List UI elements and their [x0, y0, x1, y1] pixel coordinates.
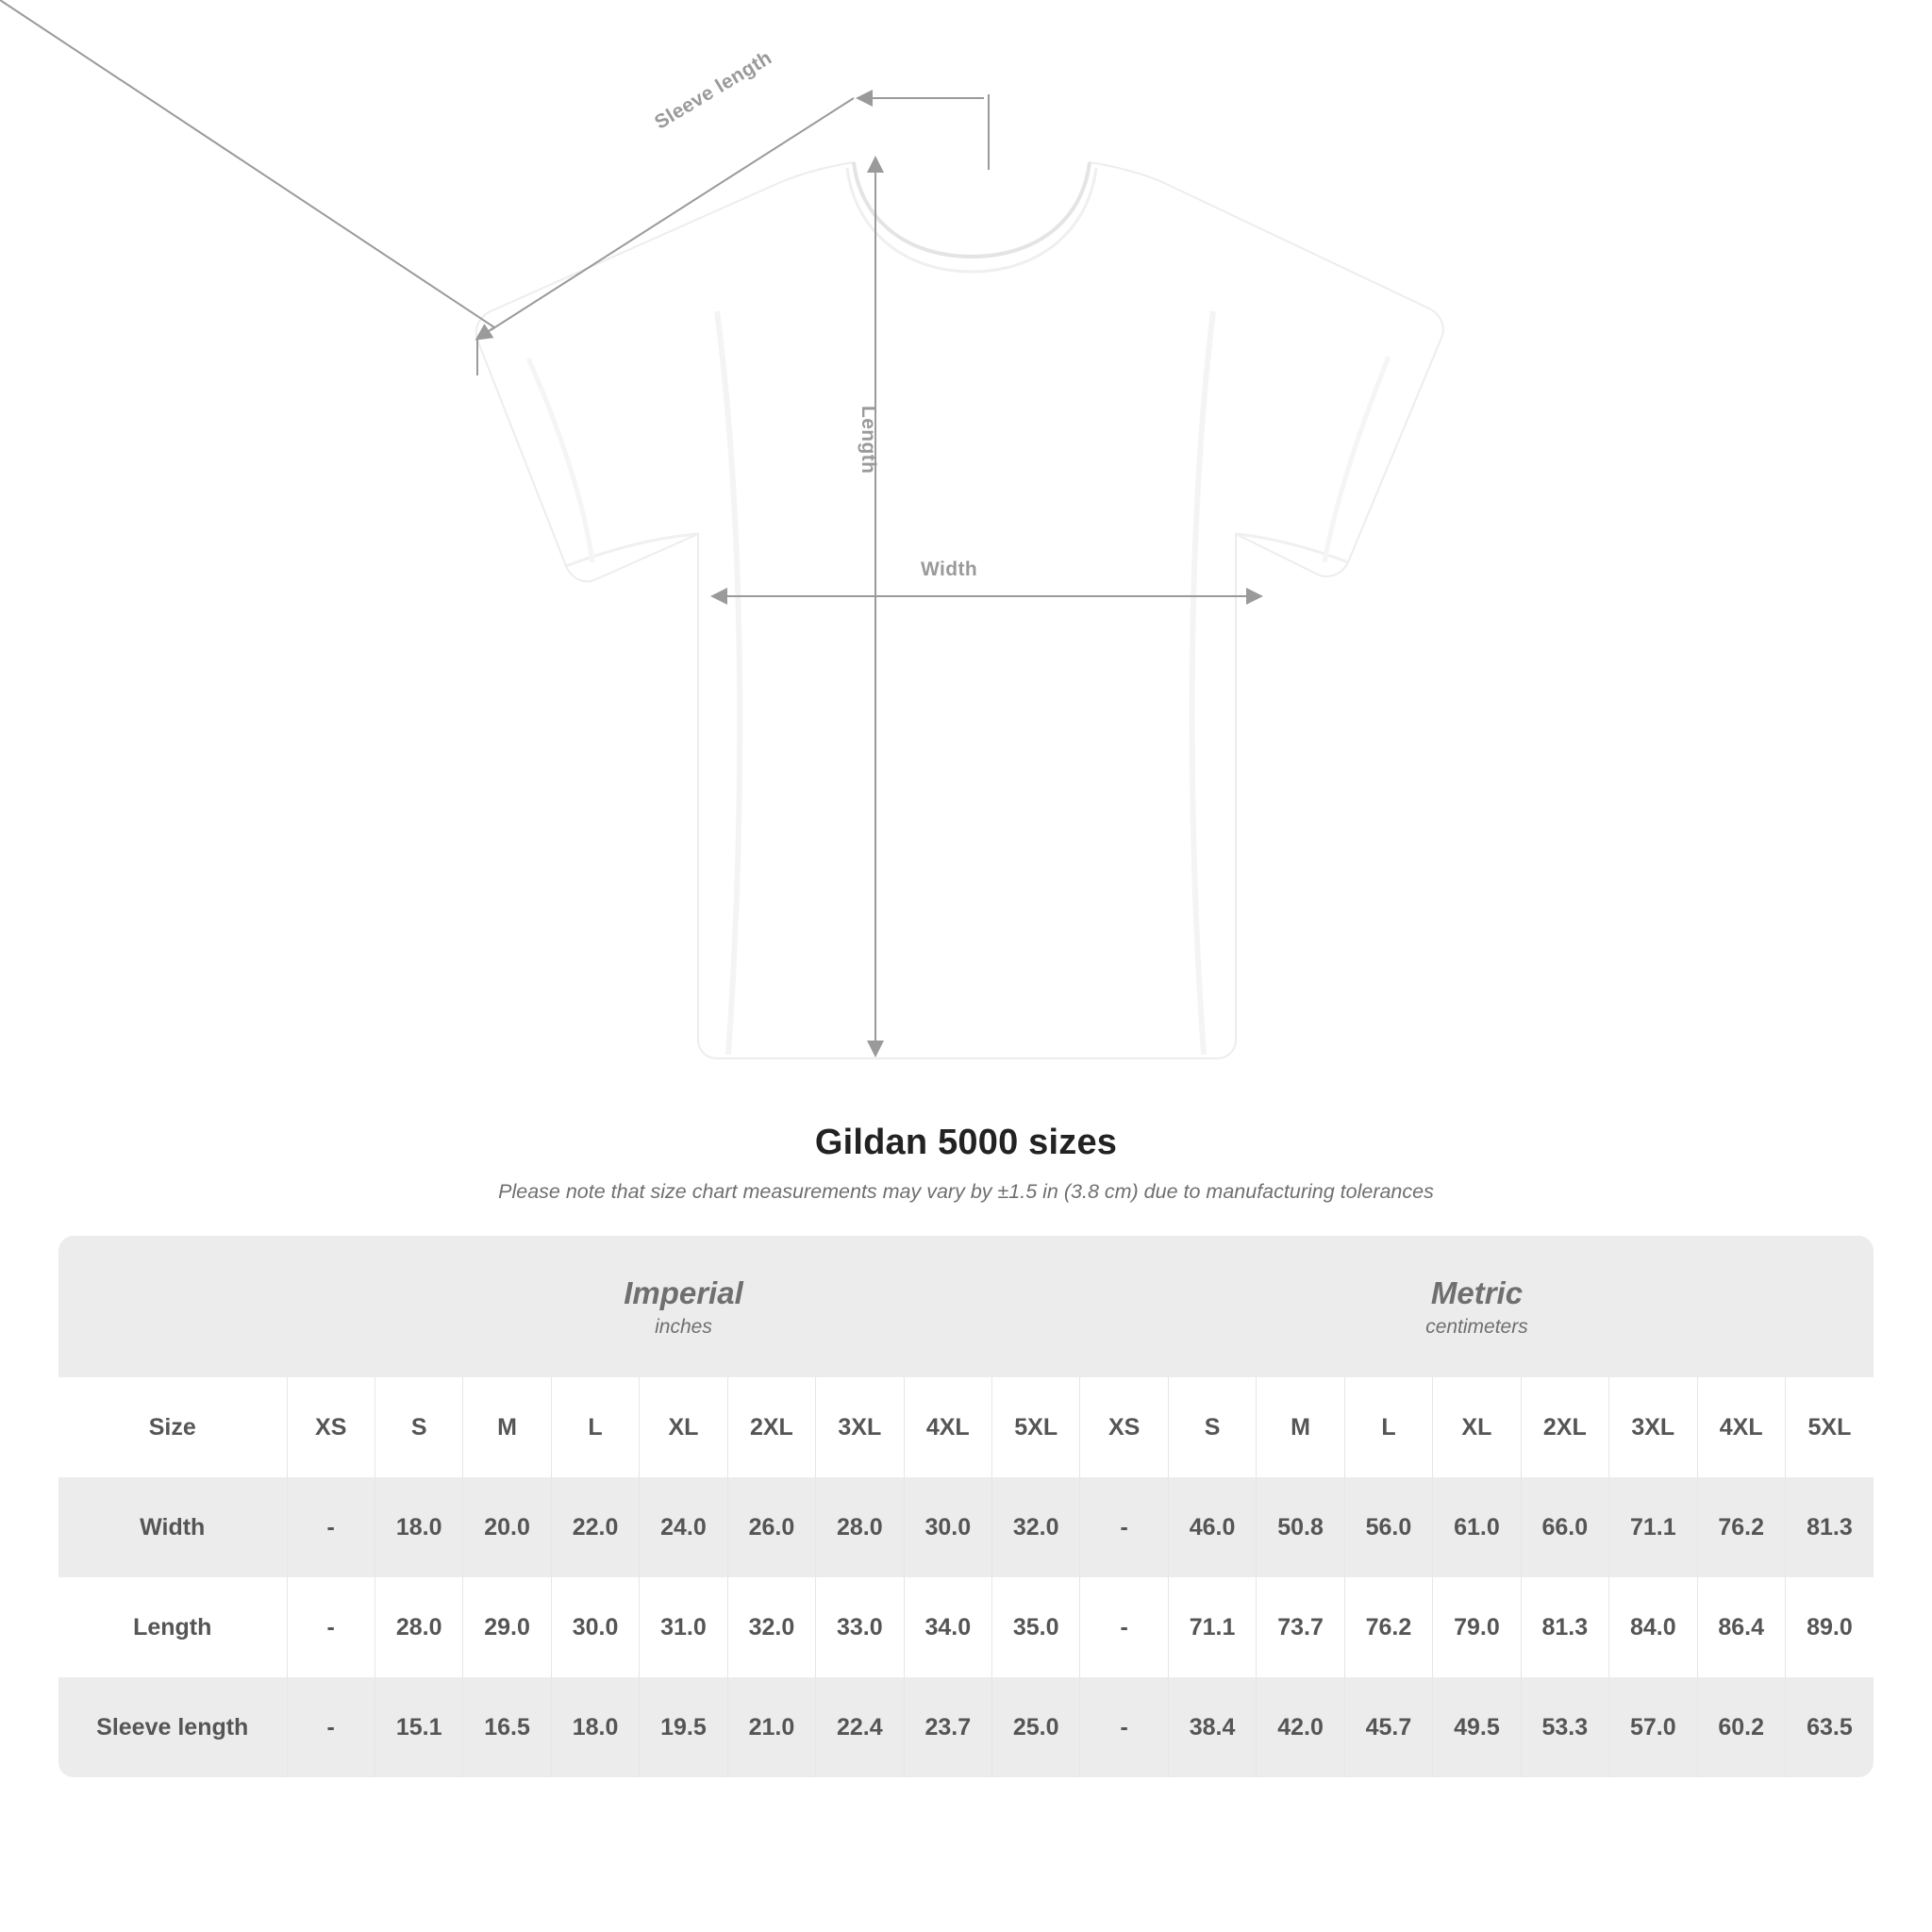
unit-sub-imperial: inches [655, 1315, 712, 1338]
unit-header-spacer [58, 1236, 287, 1377]
size-header-imperial-3xl: 3XL [816, 1377, 904, 1477]
title-block [0, 1123, 1932, 1204]
cell-width-metric-5xl: 81.3 [1785, 1477, 1874, 1577]
size-header-metric-3xl: 3XL [1609, 1377, 1697, 1477]
size-table-wrapper [58, 1236, 1874, 1777]
cell-length-metric-5xl: 89.0 [1785, 1577, 1874, 1677]
cell-sleeve-imperial-5xl: 25.0 [992, 1677, 1080, 1777]
unit-header-row [58, 1236, 1874, 1377]
unit-name-imperial: Imperial [624, 1275, 743, 1311]
row-label-length: Length [58, 1577, 287, 1677]
cell-sleeve-imperial-3xl: 22.4 [816, 1677, 904, 1777]
cell-length-metric-2xl: 81.3 [1521, 1577, 1608, 1677]
cell-width-imperial-5xl: 32.0 [992, 1477, 1080, 1577]
cell-sleeve-imperial-s: 15.1 [375, 1677, 462, 1777]
table-row [58, 1477, 1874, 1577]
size-header-metric-2xl: 2XL [1521, 1377, 1608, 1477]
cell-width-imperial-xs: - [287, 1477, 375, 1577]
row-label-width: Width [58, 1477, 287, 1577]
size-header-metric-l: L [1344, 1377, 1432, 1477]
unit-name-metric: Metric [1430, 1275, 1524, 1311]
cell-length-metric-4xl: 86.4 [1697, 1577, 1785, 1677]
cell-sleeve-imperial-l: 18.0 [551, 1677, 639, 1777]
size-header-metric-5xl: 5XL [1785, 1377, 1874, 1477]
width-label: Width [921, 558, 978, 580]
tolerance-note: Please note that size chart measurements may vary by ±1.5 in (3.8 cm) due to manufacturing tolerances [498, 1180, 1434, 1203]
size-header-label: Size [58, 1377, 287, 1477]
cell-sleeve-imperial-m: 16.5 [463, 1677, 551, 1777]
cell-width-imperial-m: 20.0 [463, 1477, 551, 1577]
sleeve-length-label: Sleeve length [651, 46, 776, 134]
cell-length-imperial-2xl: 32.0 [727, 1577, 815, 1677]
cell-length-metric-3xl: 84.0 [1609, 1577, 1697, 1677]
page-title: Gildan 5000 sizes [814, 1123, 1118, 1162]
size-table [58, 1236, 1874, 1777]
cell-length-imperial-4xl: 34.0 [904, 1577, 991, 1677]
cell-sleeve-metric-xl: 49.5 [1433, 1677, 1521, 1777]
size-header-imperial-5xl: 5XL [992, 1377, 1080, 1477]
cell-width-metric-4xl: 76.2 [1697, 1477, 1785, 1577]
cell-length-imperial-xs: - [287, 1577, 375, 1677]
cell-width-metric-3xl: 71.1 [1609, 1477, 1697, 1577]
cell-length-imperial-m: 29.0 [463, 1577, 551, 1677]
size-header-imperial-xs: XS [287, 1377, 375, 1477]
cell-sleeve-metric-4xl: 60.2 [1697, 1677, 1785, 1777]
cell-width-metric-xl: 61.0 [1433, 1477, 1521, 1577]
cell-sleeve-metric-5xl: 63.5 [1785, 1677, 1874, 1777]
cell-width-metric-l: 56.0 [1344, 1477, 1432, 1577]
size-header-imperial-s: S [375, 1377, 462, 1477]
cell-length-metric-m: 73.7 [1257, 1577, 1344, 1677]
cell-length-imperial-3xl: 33.0 [816, 1577, 904, 1677]
size-header-imperial-4xl: 4XL [904, 1377, 991, 1477]
cell-length-imperial-xl: 31.0 [640, 1577, 727, 1677]
size-header-metric-xl: XL [1433, 1377, 1521, 1477]
size-header-imperial-l: L [551, 1377, 639, 1477]
length-label: Length [858, 406, 879, 475]
cell-sleeve-imperial-2xl: 21.0 [727, 1677, 815, 1777]
unit-header-imperial [287, 1236, 1080, 1377]
cell-sleeve-metric-xs: - [1080, 1677, 1168, 1777]
cell-sleeve-imperial-xl: 19.5 [640, 1677, 727, 1777]
table-row [58, 1677, 1874, 1777]
cell-length-metric-l: 76.2 [1344, 1577, 1432, 1677]
size-header-imperial-xl: XL [640, 1377, 727, 1477]
cell-length-metric-xs: - [1080, 1577, 1168, 1677]
cell-sleeve-metric-s: 38.4 [1168, 1677, 1256, 1777]
cell-sleeve-imperial-4xl: 23.7 [904, 1677, 991, 1777]
size-header-metric-4xl: 4XL [1697, 1377, 1785, 1477]
cell-sleeve-metric-3xl: 57.0 [1609, 1677, 1697, 1777]
size-header-metric-xs: XS [1080, 1377, 1168, 1477]
cell-sleeve-metric-l: 45.7 [1344, 1677, 1432, 1777]
cell-width-metric-2xl: 66.0 [1521, 1477, 1608, 1577]
cell-sleeve-metric-2xl: 53.3 [1521, 1677, 1608, 1777]
size-header-metric-m: M [1257, 1377, 1344, 1477]
table-row [58, 1577, 1874, 1677]
cell-sleeve-metric-m: 42.0 [1257, 1677, 1344, 1777]
cell-width-imperial-xl: 24.0 [640, 1477, 727, 1577]
cell-width-imperial-l: 22.0 [551, 1477, 639, 1577]
cell-length-metric-s: 71.1 [1168, 1577, 1256, 1677]
cell-width-metric-xs: - [1080, 1477, 1168, 1577]
row-label-sleeve-length: Sleeve length [58, 1677, 287, 1777]
cell-length-imperial-l: 30.0 [551, 1577, 639, 1677]
cell-length-imperial-5xl: 35.0 [992, 1577, 1080, 1677]
cell-width-metric-m: 50.8 [1257, 1477, 1344, 1577]
size-header-imperial-m: M [463, 1377, 551, 1477]
unit-header-metric [1080, 1236, 1874, 1377]
size-header-row [58, 1377, 1874, 1477]
size-header-metric-s: S [1168, 1377, 1256, 1477]
unit-sub-metric: centimeters [1425, 1315, 1528, 1338]
cell-width-imperial-4xl: 30.0 [904, 1477, 991, 1577]
cell-sleeve-imperial-xs: - [287, 1677, 375, 1777]
tshirt-shape [476, 162, 1443, 1058]
cell-length-imperial-s: 28.0 [375, 1577, 462, 1677]
cell-length-metric-xl: 79.0 [1433, 1577, 1521, 1677]
size-header-imperial-2xl: 2XL [727, 1377, 815, 1477]
cell-width-imperial-2xl: 26.0 [727, 1477, 815, 1577]
cell-width-imperial-3xl: 28.0 [816, 1477, 904, 1577]
cell-width-metric-s: 46.0 [1168, 1477, 1256, 1577]
cell-width-imperial-s: 18.0 [375, 1477, 462, 1577]
